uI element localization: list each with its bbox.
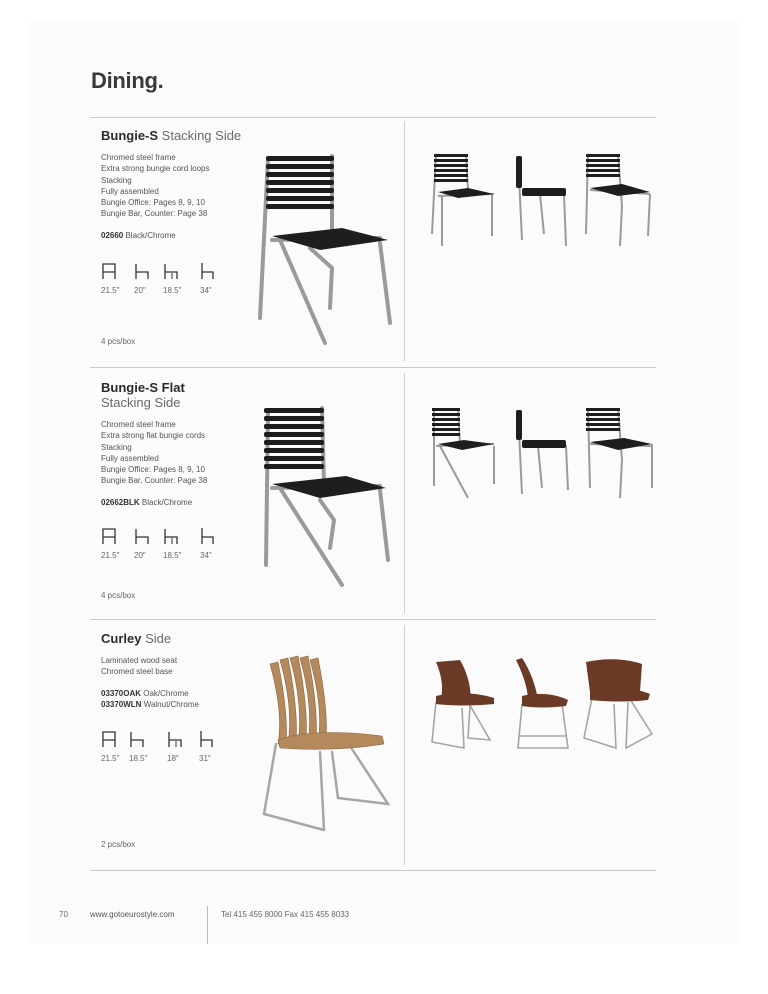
- depth-value: 20": [134, 286, 146, 295]
- chair-thumbnail-walnut: [580, 654, 656, 752]
- dimension-row: [101, 730, 241, 770]
- feature-item: Extra strong bungie cord loops: [101, 164, 210, 174]
- product-name: Bungie-S Stacking Side: [101, 128, 242, 143]
- divider: [90, 367, 656, 368]
- feature-item: Bungie Bar, Counter: Page 38: [101, 209, 208, 219]
- column-divider: [404, 373, 405, 613]
- feature-item: Bungie Office: Pages 8, 9, 10: [101, 465, 205, 475]
- seat-height-icon: [167, 730, 183, 748]
- chair-thumbnail-side: [514, 150, 570, 248]
- depth-icon: [134, 262, 150, 280]
- seat-height-value: 18.5": [163, 551, 182, 560]
- product-name: Bungie-S Flat Stacking Side: [101, 380, 185, 410]
- chair-thumbnail-side: [514, 404, 572, 498]
- seat-height-icon: [163, 527, 179, 545]
- pieces-per-box: 4 pcs/box: [101, 591, 136, 600]
- feature-item: Extra strong flat bungie cords: [101, 431, 206, 441]
- feature-item: Chromed steel base: [101, 667, 173, 677]
- chair-thumbnail-front: [428, 404, 500, 500]
- sku-item: 02662BLK Black/Chrome: [101, 497, 193, 507]
- feature-item: Laminated wood seat: [101, 656, 178, 665]
- feature-item: Stacking: [101, 442, 132, 452]
- product-name: Curley Side: [101, 631, 172, 646]
- height-icon: [200, 527, 216, 545]
- height-value: 31": [199, 754, 211, 763]
- width-value: 21.5": [101, 754, 120, 763]
- seat-height-value: 18.5": [163, 286, 182, 295]
- seat-height-icon: [163, 262, 179, 280]
- sku-item: 03370OAK Oak/Chrome: [101, 688, 189, 698]
- page-number: 70: [59, 910, 68, 919]
- chair-thumbnail-front: [428, 150, 498, 248]
- column-divider: [404, 625, 405, 865]
- seat-height-value: 18": [167, 754, 179, 763]
- chair-thumbnail-side: [512, 656, 572, 752]
- width-value: 21.5": [101, 551, 120, 560]
- chair-thumbnail-back: [582, 150, 654, 248]
- feature-item: Chromed steel frame: [101, 153, 176, 162]
- feature-item: Bungie Bar, Counter: Page 38: [101, 476, 208, 486]
- width-icon: [101, 262, 117, 280]
- feature-item: Chromed steel frame: [101, 420, 176, 429]
- column-divider: [404, 121, 405, 361]
- height-icon: [199, 730, 215, 748]
- feature-item: Bungie Office: Pages 8, 9, 10: [101, 198, 205, 208]
- chair-main-image: [250, 148, 400, 346]
- feature-item: Fully assembled: [101, 453, 159, 463]
- page-title: Dining.: [91, 68, 164, 93]
- feature-item: Stacking: [101, 175, 132, 185]
- height-icon: [200, 262, 216, 280]
- divider: [90, 117, 656, 118]
- dimension-row: [101, 527, 241, 567]
- chair-thumbnail-back: [582, 404, 656, 500]
- height-value: 34": [200, 286, 212, 295]
- pieces-per-box: 2 pcs/box: [101, 840, 136, 849]
- width-icon: [101, 527, 117, 545]
- footer-divider: [207, 906, 208, 944]
- contact-info: Tel 415 455 8000 Fax 415 455 8033: [221, 910, 350, 919]
- sku-item: 03370WLN Walnut/Chrome: [101, 699, 199, 709]
- depth-value: 20": [134, 551, 146, 560]
- dimension-row: [101, 262, 241, 302]
- width-icon: [101, 730, 117, 748]
- feature-item: Fully assembled: [101, 186, 159, 196]
- divider: [90, 870, 656, 871]
- chair-main-image: [250, 400, 400, 590]
- sku-item: 02660 Black/Chrome: [101, 230, 176, 240]
- website-link[interactable]: www.gotoeurostyle.com: [90, 910, 175, 919]
- width-value: 21.5": [101, 286, 120, 295]
- chair-thumbnail-oak: [428, 656, 500, 750]
- depth-icon: [129, 730, 145, 748]
- chair-main-image: [258, 652, 398, 834]
- depth-value: 18.5": [129, 754, 148, 763]
- divider: [90, 619, 656, 620]
- pieces-per-box: 4 pcs/box: [101, 337, 136, 346]
- depth-icon: [134, 527, 150, 545]
- height-value: 34": [200, 551, 212, 560]
